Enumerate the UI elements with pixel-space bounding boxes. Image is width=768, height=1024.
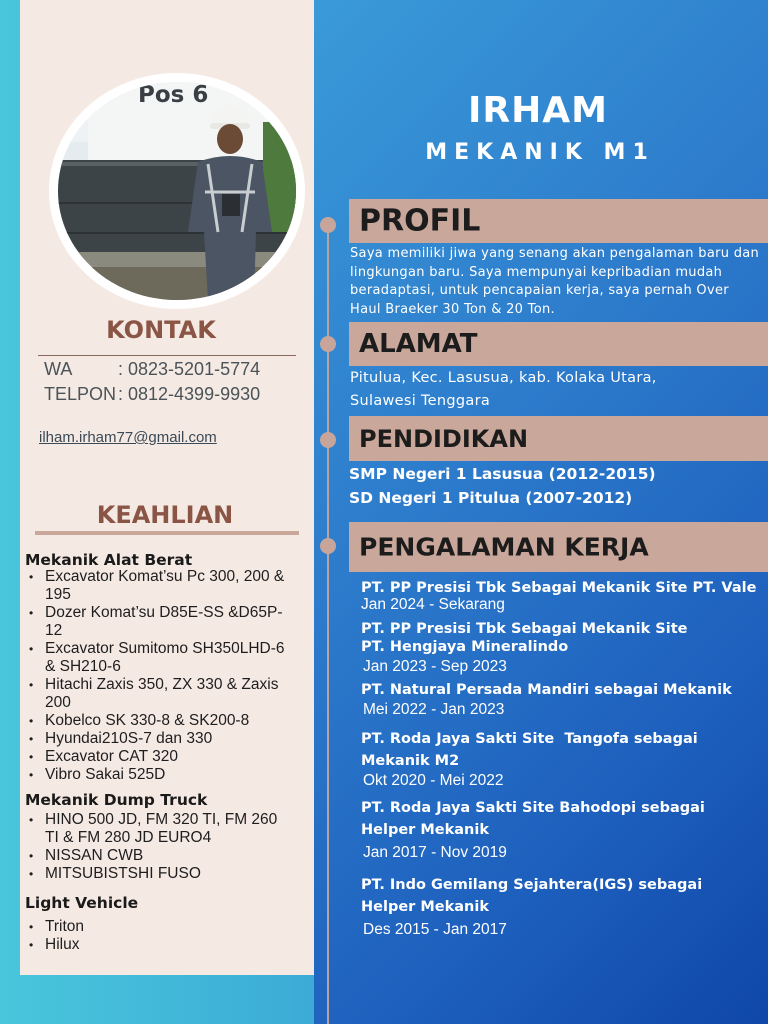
list-item: • Excavator Komat’su Pc 300, 200 & 195: [27, 568, 297, 604]
alamat-line-2: Sulawesi Tenggara: [350, 393, 491, 409]
job-date: Okt 2020 - Mei 2022: [363, 772, 504, 789]
profil-heading-bar: [349, 199, 768, 243]
list-item: • NISSAN CWB: [27, 847, 287, 865]
alamat-line-1: Pitulua, Kec. Lasusua, kab. Kolaka Utara,: [350, 370, 657, 386]
timeline-dot: [320, 432, 336, 448]
list-item: • Hyundai210S-7 dan 330: [27, 730, 297, 748]
keahlian-heading: KEAHLIAN: [96, 501, 234, 529]
skill-group-heading: Light Vehicle: [25, 894, 139, 912]
skill-group-heading: Mekanik Dump Truck: [25, 791, 208, 809]
telpon-row: [44, 384, 260, 405]
list-item: • HINO 500 JD, FM 320 TI, FM 260 TI & FM 280 JD EURO4: [27, 811, 287, 847]
job-title: [361, 620, 687, 656]
timeline-dot: [320, 336, 336, 352]
skill-list-dump-truck: [27, 811, 287, 883]
skill-list-light-vehicle: [27, 918, 287, 954]
job-date: Jan 2017 - Nov 2019: [363, 844, 507, 861]
list-item: • Kobelco SK 330-8 & SK200-8: [27, 712, 297, 730]
job-title-line: PT. Indo Gemilang Sejahtera(IGS) sebagai Helper Mekanik: [361, 877, 703, 915]
list-item: • Excavator CAT 320: [27, 748, 297, 766]
job-title-line: PT. PP Presisi Tbk Sebagai Mekanik Site PT. Vale: [361, 580, 757, 596]
telpon-number[interactable]: : 0812-4399-9930: [118, 384, 261, 404]
profil-heading: PROFIL: [359, 203, 481, 239]
wa-number[interactable]: : 0823-5201-5774: [118, 359, 261, 379]
education-item: SD Negeri 1 Pitulua (2007-2012): [349, 489, 633, 507]
list-item: • MITSUBISTSHI FUSO: [27, 865, 287, 883]
list-item: • Hitachi Zaxis 350, ZX 330 & Zaxis 200: [27, 676, 297, 712]
wa-label: WA: [44, 359, 73, 379]
alamat-heading-bar: [349, 322, 768, 366]
profil-text: Saya memiliki jiwa yang senang akan pengalaman baru dan lingkungan baru. Saya mempunyai kepribadian mudah beradaptasi, untuk pencapaian kerja, saya pernah Over Haul Braeker 30 Ton & 20 Ton.: [350, 246, 760, 317]
pendidikan-heading: PENDIDIKAN: [359, 424, 529, 453]
keahlian-underline: [35, 531, 299, 535]
job-title-line: PT. Roda Jaya Sakti Site Bahodopi sebagai Helper Mekanik: [361, 800, 705, 838]
pengalaman-heading-bar: [349, 522, 768, 572]
kontak-divider: [38, 355, 296, 356]
list-item: • Hilux: [27, 936, 287, 954]
skill-group-heading: Mekanik Alat Berat: [25, 551, 193, 569]
list-item: • Excavator Sumitomo SH350LHD-6 & SH210-6: [27, 640, 297, 676]
list-item: • Dozer Komat’su D85E-SS &D65P-12: [27, 604, 297, 640]
alamat-heading: ALAMAT: [359, 329, 478, 359]
candidate-role: MEKANIK M1: [425, 140, 655, 165]
pengalaman-heading: PENGALAMAN KERJA: [359, 532, 649, 562]
timeline-dot: [320, 217, 336, 233]
education-item: SMP Negeri 1 Lasusua (2012-2015): [349, 465, 656, 483]
job-date: Jan 2023 - Sep 2023: [363, 658, 507, 675]
email-link[interactable]: ilham.irham77@gmail.com: [39, 429, 217, 446]
job-title: [361, 874, 702, 918]
list-item: • Vibro Sakai 525D: [27, 766, 297, 784]
timeline-dot: [320, 538, 336, 554]
job-title: [361, 728, 698, 772]
job-date: Mei 2022 - Jan 2023: [363, 701, 505, 718]
telpon-label: TELPON: [44, 384, 117, 404]
job-date: Jan 2024 - Sekarang: [361, 596, 505, 613]
candidate-name: IRHAM: [468, 90, 608, 131]
worker-photo-illustration: [58, 82, 296, 300]
job-title-line: PT. Roda Jaya Sakti Site Tangofa sebagai Mekanik M2: [361, 731, 698, 769]
photo-sign-text: Pos 6: [138, 82, 209, 108]
job-title: [361, 797, 705, 841]
pendidikan-heading-bar: [349, 416, 768, 461]
list-item: • Triton: [27, 918, 287, 936]
wa-row: [44, 359, 260, 380]
skill-list-alat-berat: [27, 568, 297, 784]
job-title-line: PT. Natural Persada Mandiri sebagai Mekanik: [361, 682, 732, 698]
job-title-line: PT. PP Presisi Tbk Sebagai Mekanik Site PT. Hengjaya Mineralindo: [361, 621, 688, 655]
profile-photo: [58, 82, 296, 300]
job-date: Des 2015 - Jan 2017: [363, 921, 507, 938]
kontak-heading: KONTAK: [106, 316, 216, 344]
job-title: [361, 679, 732, 701]
